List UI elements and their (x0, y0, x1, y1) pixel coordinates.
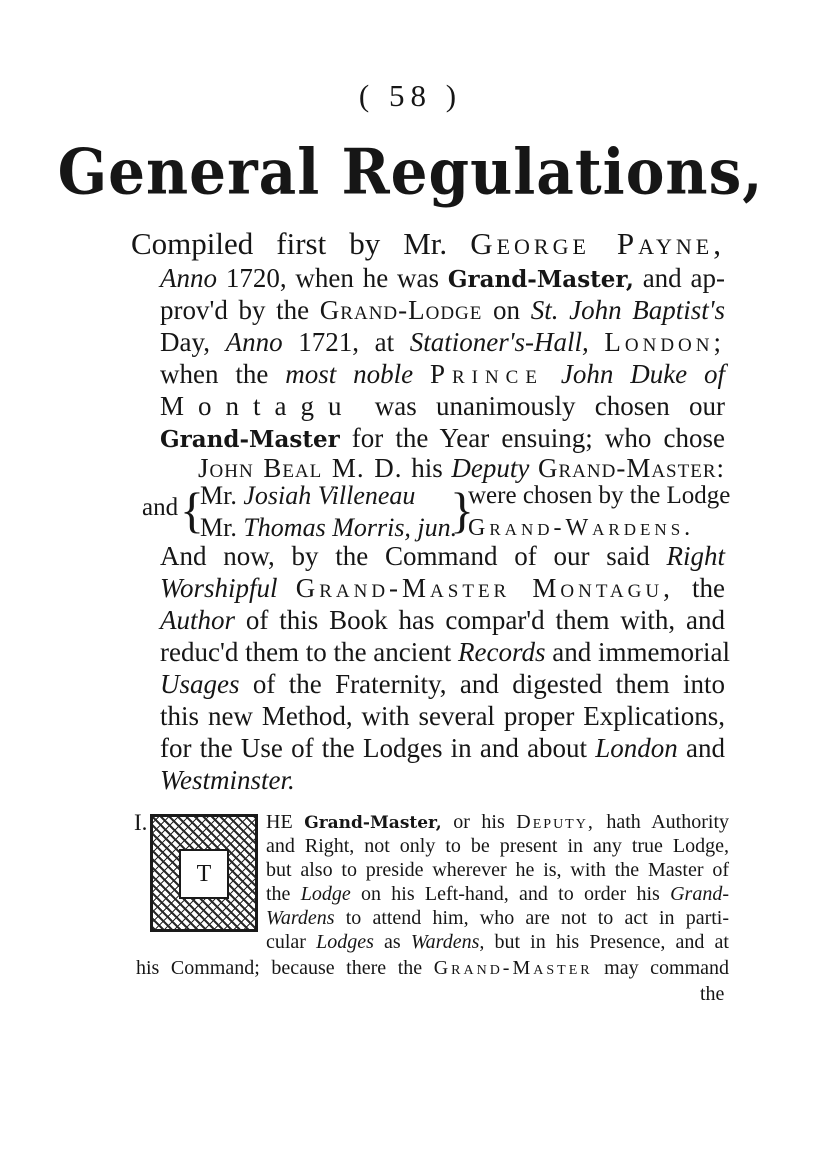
text: for the Use of the Lodges in and about (160, 733, 596, 763)
text: Grand-Master (433, 957, 593, 979)
intro-line-13 (160, 604, 725, 636)
text: as (373, 931, 411, 953)
initial-letter: T (179, 849, 229, 899)
intro-line-12 (160, 572, 725, 604)
text: Grand-Master, (447, 266, 634, 293)
text: Worshipful (160, 573, 278, 603)
text: Lodge (300, 883, 351, 905)
text: and (677, 733, 726, 763)
text: Author (160, 605, 236, 635)
text: Mr. (200, 513, 244, 542)
text: Grand-Master (160, 426, 340, 453)
section-line-5 (266, 906, 729, 930)
text: the (673, 573, 725, 603)
text: to attend him, who are not to act in parti- (334, 907, 729, 929)
text: Anno (225, 327, 283, 357)
text: Wardens (266, 907, 335, 929)
text: And now, by the Command of our said (160, 541, 667, 571)
intro-line-14 (160, 636, 730, 668)
text: hath Authority (594, 811, 729, 833)
text: Mr. (200, 481, 244, 510)
text: 1721, at (282, 327, 410, 357)
text: Wardens, (410, 931, 485, 953)
wardens-brace-block (142, 478, 732, 544)
text: was unanimously chosen our (355, 391, 725, 421)
intro-line-11 (160, 540, 725, 572)
warden-1 (200, 480, 415, 512)
intro-line-15 (160, 668, 725, 700)
text: reduc'd them to the ancient (160, 637, 459, 667)
text (278, 573, 296, 603)
text: Prince (429, 359, 544, 389)
text: Grand-Lodge (319, 295, 483, 325)
text: Stationer's-Hall, (409, 327, 589, 357)
intro-line-1 (131, 226, 725, 262)
text: may command (592, 957, 729, 979)
text: Grand-Master: (538, 453, 726, 483)
text: Anno (160, 263, 217, 293)
section-line-7 (136, 956, 729, 980)
text: prov'd by the (160, 295, 320, 325)
page-title: General Regulations, (57, 135, 764, 209)
section-line-3: but also to preside wherever he is, with the Master of (266, 859, 729, 881)
text: on his Left-hand, and to order his (350, 883, 671, 905)
intro-line-2 (160, 262, 725, 296)
right-brace: } (450, 482, 474, 538)
text: when the (160, 359, 286, 389)
left-brace: { (180, 482, 204, 538)
intro-line-16: this new Method, with several proper Explications, (160, 701, 725, 731)
text: the (266, 883, 301, 905)
text: Grand-Master Montagu, (295, 573, 674, 603)
intro-line-4 (160, 326, 725, 358)
brace-and: and (142, 494, 179, 521)
text: cular (266, 931, 317, 953)
text: of the Fraternity, and digested them into (239, 669, 725, 699)
section-line-4 (266, 882, 729, 906)
text: Grand- (670, 883, 729, 905)
text (544, 359, 561, 389)
text: his Command; because there the (136, 957, 434, 979)
warden-right-1: were chosen by the Lodge (468, 482, 731, 509)
section-line-2: and Right, not only to be present in any true Lodge, (266, 835, 729, 857)
text: most noble (285, 359, 414, 389)
text (413, 359, 430, 389)
text: London; (604, 327, 725, 357)
text: and immemorial (545, 637, 730, 667)
text: George Payne, (470, 226, 725, 261)
text: Montagu (160, 391, 356, 421)
text: Usages (160, 669, 240, 699)
text: Deputy (451, 453, 530, 483)
intro-line-18: Westminster. (160, 765, 295, 795)
text: for the Year ensuing; who chose (339, 423, 725, 453)
text: John Beal M. D. (198, 453, 403, 483)
catchword: the (700, 983, 725, 1005)
text: London (595, 733, 678, 763)
text: of this Book has compar'd them with, and (235, 605, 725, 635)
text: or his (441, 811, 517, 833)
text: Records (458, 637, 546, 667)
text: Lodges (316, 931, 374, 953)
intro-line-3 (160, 294, 725, 326)
section-numeral: I. (134, 810, 148, 835)
text: but in his Presence, and at (484, 931, 729, 953)
text: Day, (160, 327, 226, 357)
warden-right-2: Grand-Wardens. (468, 515, 695, 541)
section-line-6 (266, 930, 729, 954)
text: St. John Baptist's (530, 295, 726, 325)
text: Right (666, 541, 725, 571)
intro-line-5 (160, 358, 725, 390)
text: 1720, when he was (217, 263, 448, 293)
intro-line-6 (160, 390, 725, 422)
text: on (482, 295, 531, 325)
text: Deputy, (516, 811, 595, 833)
text: and ap- (633, 263, 725, 293)
intro-line-17 (160, 732, 725, 764)
text: HE (266, 811, 305, 833)
text: John Duke of (560, 359, 726, 389)
text: Compiled first by Mr. (131, 226, 471, 261)
text: Thomas Morris, jun. (243, 513, 458, 542)
page-number: ( 58 ) (358, 78, 463, 113)
decorated-initial (150, 814, 258, 932)
intro-line-7 (160, 422, 725, 456)
text (589, 327, 605, 357)
text: Grand-Master, (304, 813, 442, 833)
text: Josiah Villeneau (243, 481, 416, 510)
section-line-1 (266, 810, 729, 835)
text: his (402, 453, 452, 483)
